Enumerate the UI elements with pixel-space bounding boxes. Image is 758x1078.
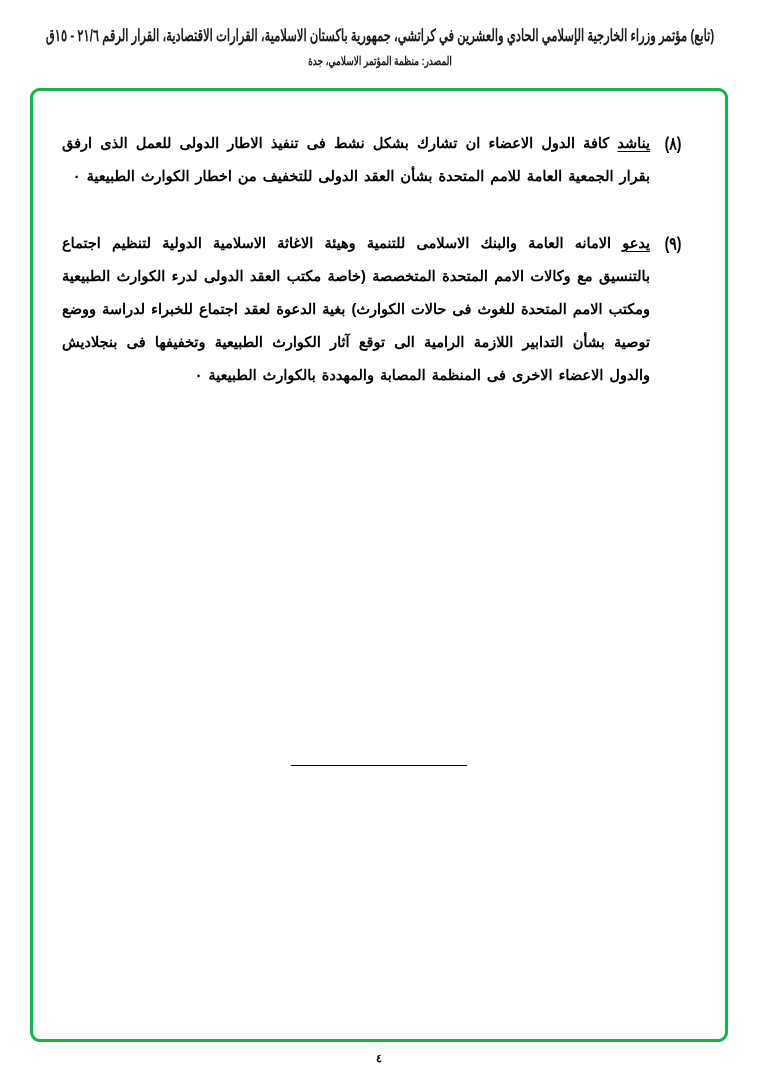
- clause-item: [62, 228, 696, 393]
- clause-number: (٨): [664, 133, 682, 153]
- clause-number: (٩): [664, 233, 682, 253]
- clause-text: [62, 228, 650, 393]
- clause-item: [62, 128, 696, 194]
- header-title: (تابع) مؤتمر وزراء الخارجية الإسلامي الحادي والعشرين في كراتشي، جمهورية باكستان الاسلامية، القرارات الاقتصادية، القرار الرقم ٢١/٦ ‑ ١٥ق: [45, 28, 715, 46]
- clause-lead-word: يناشد: [617, 136, 650, 152]
- page-header: [30, 28, 730, 68]
- document-body: [62, 128, 696, 427]
- clause-body-text: كافة الدول الاعضاء ان تشارك بشكل نشط فى تنفيذ الاطار الدولى للعمل الذى ارفق بقرار الجمعية العامة للامم المتحدة بشأن العقد الدولى للتخفيف من اخطار الكوارث الطبيعية ٠: [62, 136, 650, 185]
- horizontal-rule: [62, 757, 696, 775]
- page-footer: [0, 1052, 758, 1065]
- clause-body-text: الامانه العامة والبنك الاسلامى للتنمية وهيئة الاغاثة الاسلامية الدولية لتنظيم اجتماع بالتنسيق مع وكالات الامم المتحدة المتخصصة (خاصة مكتب العقد الدولى لدرء الكوارث الطبيعية ومكتب الامم المتحدة للغوث فى حالات الكوارث) بغية الدعوة لعقد اجتماع للخبراء لدراسة ووضع توصية بشأن التدابير اللازمة الرامية الى توقع آثار الكوارث الطبيعية وتخفيفها فى بنجلاديش والدول الاعضاء الاخرى فى المنظمة المصابة والمهددة بالكوارث الطبيعية ٠: [62, 236, 650, 384]
- header-source: المصدر: منظمة المؤتمر الاسلامي، جدة: [308, 54, 452, 68]
- clause-lead-word: يدعو: [622, 236, 650, 252]
- clause-text: [62, 128, 650, 194]
- page-number: ٤: [376, 1053, 382, 1065]
